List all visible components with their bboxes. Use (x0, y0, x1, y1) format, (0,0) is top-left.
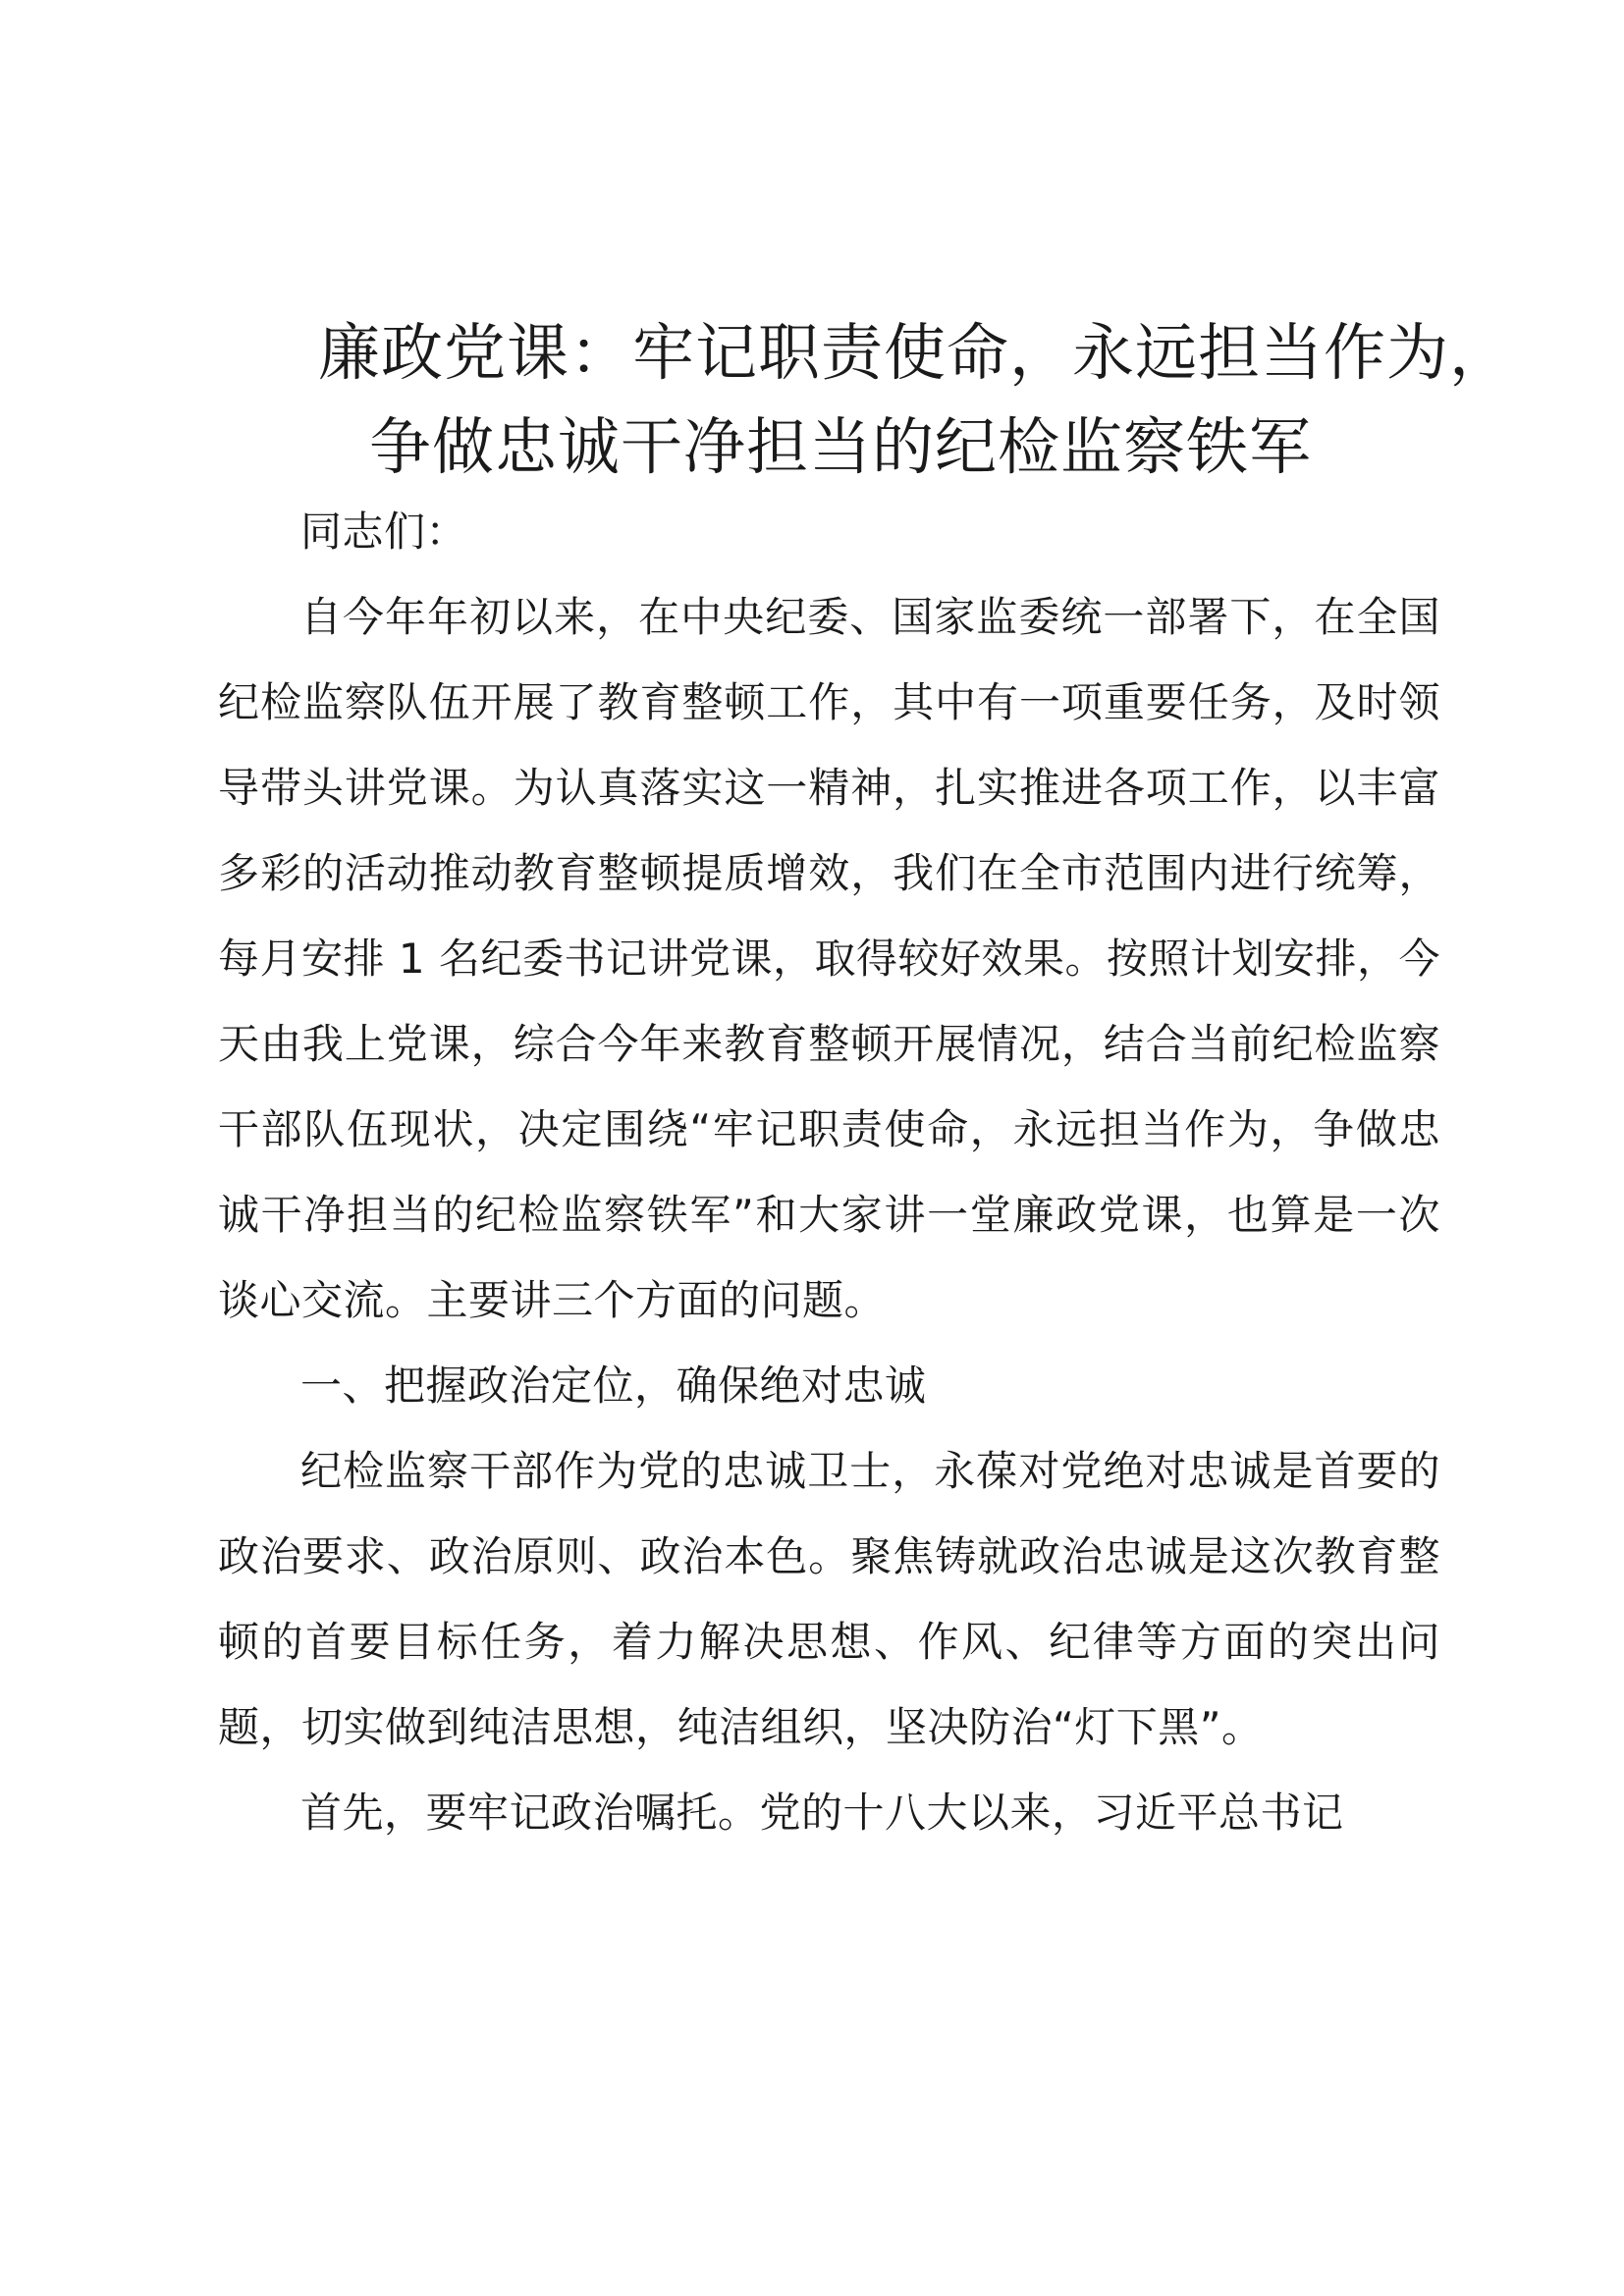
document-body (218, 489, 1440, 1855)
document-title (218, 306, 1512, 495)
title-line-1: 廉政党课：牢记职责使命，永远担当作为， (318, 317, 1512, 389)
salutation: 同志们： (300, 507, 468, 556)
section-paragraph: 首先，要牢记政治嘱托。党的十八大以来，习近平总书记 (300, 1789, 1344, 1837)
section-paragraph: 纪检监察干部作为党的忠诚卫士，永葆对党绝对忠诚是首要的政治要求、政治原则、政治本色。聚焦铸就政治忠诚是这次教育整顿的首要目标任务，着力解决思想、作风、纪律等方面的突出问题，切实做到纯洁思想，纯洁组织，坚决防治“灯下黑”。 (218, 1447, 1440, 1751)
title-line-2: 争做忠诚干净担当的纪检监察铁军 (369, 411, 1312, 483)
intro-paragraph: 自今年年初以来，在中央纪委、国家监委统一部署下，在全国纪检监察队伍开展了教育整顿工作，其中有一项重要任务，及时领导带头讲党课。为认真落实这一精神，扎实推进各项工作，以丰富多彩的活动推动教育整顿提质增效，我们在全市范围内进行统筹，每月安排 1 名纪委书记讲党课，取得较好效果。按照计划安排，今天由我上党课，综合今年来教育整顿开展情况，结合当前纪检监察干部队伍现状，决定围绕“牢记职责使命，永远担当作为，争做忠诚干净担当的纪检监察铁军”和大家讲一堂廉政党课，也算是一次谈心交流。主要讲三个方面的问题。 (218, 593, 1440, 1324)
section-heading: 一、把握政治定位，确保绝对忠诚 (300, 1362, 927, 1410)
